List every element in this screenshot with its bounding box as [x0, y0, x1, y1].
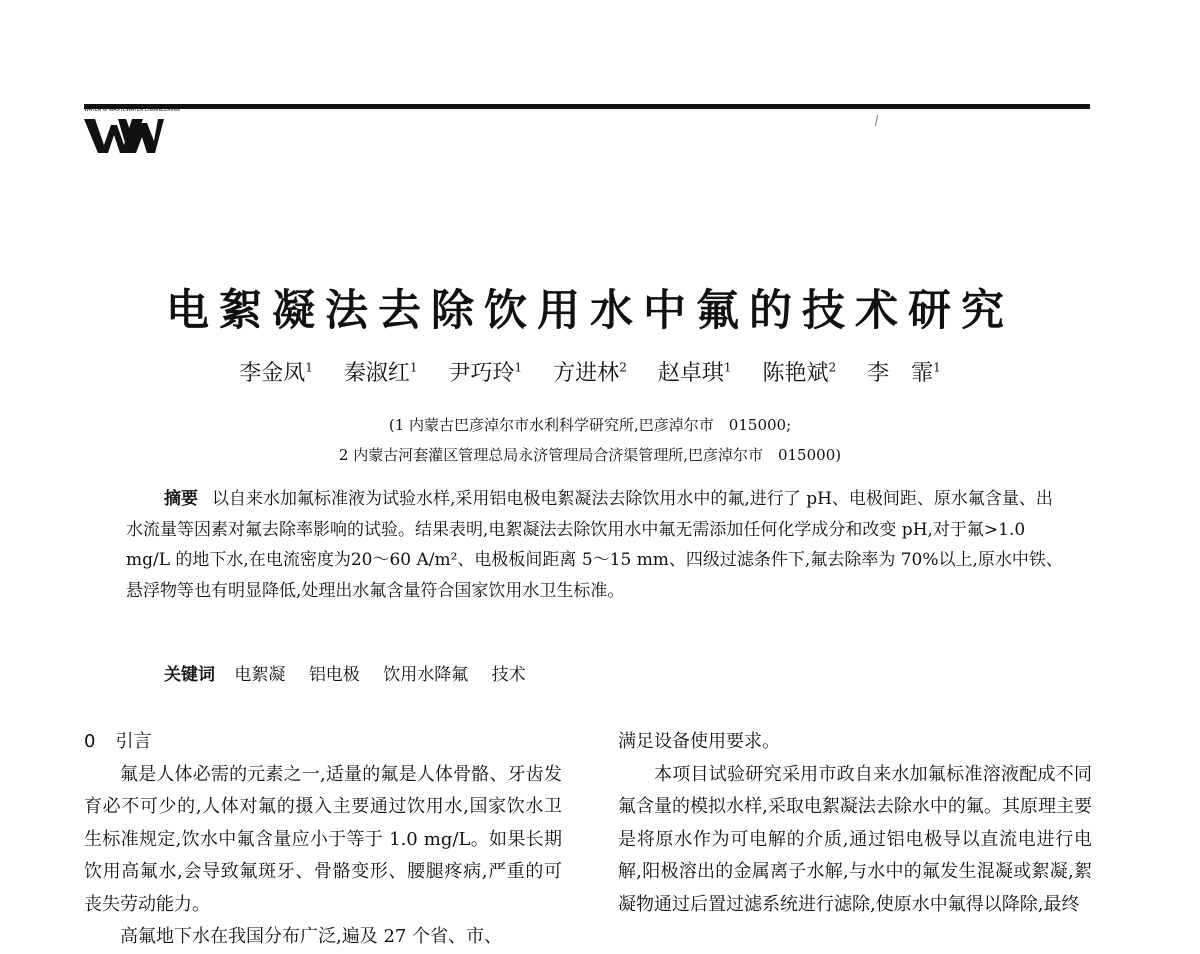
section-title: 引言	[115, 731, 152, 752]
keyword: 电絮凝	[234, 665, 286, 685]
author-affil-mark: 1	[305, 360, 313, 375]
keyword: 饮用水降氟	[383, 665, 469, 685]
body-left-column	[84, 726, 562, 954]
affiliation-1: (1 内蒙古巴彦淖尔市水利科学研究所,巴彦淖尔市 015000;	[388, 416, 792, 434]
paragraph: 高氟地下水在我国分布广泛,遍及 27 个省、市、	[120, 926, 503, 947]
author-affil-mark: 1	[723, 360, 732, 375]
logo-letters: W	[124, 154, 126, 155]
scan-speck	[875, 115, 878, 126]
author-name: 方进林	[553, 361, 620, 386]
author-name: 陈艳斌	[762, 361, 829, 386]
author	[239, 361, 313, 386]
author-name: 李 霏	[867, 361, 934, 386]
author-affil-mark: 1	[409, 360, 418, 375]
abstract-label: 摘要	[164, 489, 198, 509]
author-list	[0, 356, 1180, 387]
paragraph: 氟是人体必需的元素之一,适量的氟是人体骨骼、牙齿发育必不可少的,人体对氟的摄入主要通过饮用水,国家饮水卫生标准规定,饮水中氟含量应小于等于 1.0 mg/L。如果长期饮用高氟水,会导致氟斑牙、骨骼变形、腰腿疼病,严重的可丧失劳动能力。	[84, 763, 562, 915]
keywords	[164, 660, 544, 685]
abstract-text: 以自来水加氟标准液为试验水样,采用铝电极电絮凝法去除饮用水中的氟,进行了 pH、电极间距、原水氟含量、出水流量等因素对氟去除率影响的试验。结果表明,电絮凝法去除饮用水中氟无需添加任何化学成分和改变 pH,对于氟>1.0 mg/L 的地下水,在电流密度为20～60 A/m²、电极板间距离 5～15 mm、四级过滤条件下,氟去除率为 70%以上,原水中铁、悬浮物等也有明显降低,处理出水氟含量符合国家饮用水卫生标准。	[126, 489, 1063, 601]
author-name: 尹巧玲	[448, 361, 515, 386]
paper-title: 电絮凝法去除饮用水中氟的技术研究	[166, 286, 1014, 336]
keyword: 技术	[491, 665, 526, 685]
author-name: 李金凤	[239, 361, 306, 386]
author-affil-mark: 2	[828, 360, 837, 375]
journal-tag: WATER & WASTEWATER ENGINEERING	[84, 107, 180, 113]
author-affil-mark: 2	[619, 360, 627, 375]
abstract	[126, 484, 1066, 606]
paragraph-continuation: 满足设备使用要求。	[618, 731, 780, 752]
author-name: 赵卓琪	[657, 361, 724, 386]
keywords-label: 关键词	[164, 665, 215, 685]
section-heading	[84, 726, 562, 759]
author	[344, 361, 418, 386]
keyword: 铝电极	[308, 665, 360, 685]
author-affil-mark: 1	[933, 360, 941, 375]
author-affil-mark: 1	[514, 360, 523, 375]
section-number: 0	[84, 731, 96, 752]
header-rule	[84, 104, 1090, 109]
author	[553, 361, 627, 386]
author	[762, 361, 836, 386]
author-name: 秦淑红	[343, 361, 410, 386]
author	[449, 361, 523, 386]
author	[658, 361, 732, 386]
body-right-column	[618, 726, 1092, 921]
paragraph: 本项目试验研究采用市政自来水加氟标准溶液配成不同氟含量的模拟水样,采取电絮凝法去除水中的氟。其原理主要是将原水作为可电解的介质,通过铝电极导以直流电进行电解,阳极溶出的金属离子水解,与水中的氟发生混凝或絮凝,絮凝物通过后置过滤系统进行滤除,使原水中氟得以降除,最终	[618, 763, 1092, 915]
author	[867, 361, 941, 386]
affiliation-2: 2 内蒙古河套灌区管理总局永济管理局合济渠管理所,巴彦淖尔市 015000)	[338, 446, 842, 464]
journal-logo-icon	[84, 113, 164, 155]
